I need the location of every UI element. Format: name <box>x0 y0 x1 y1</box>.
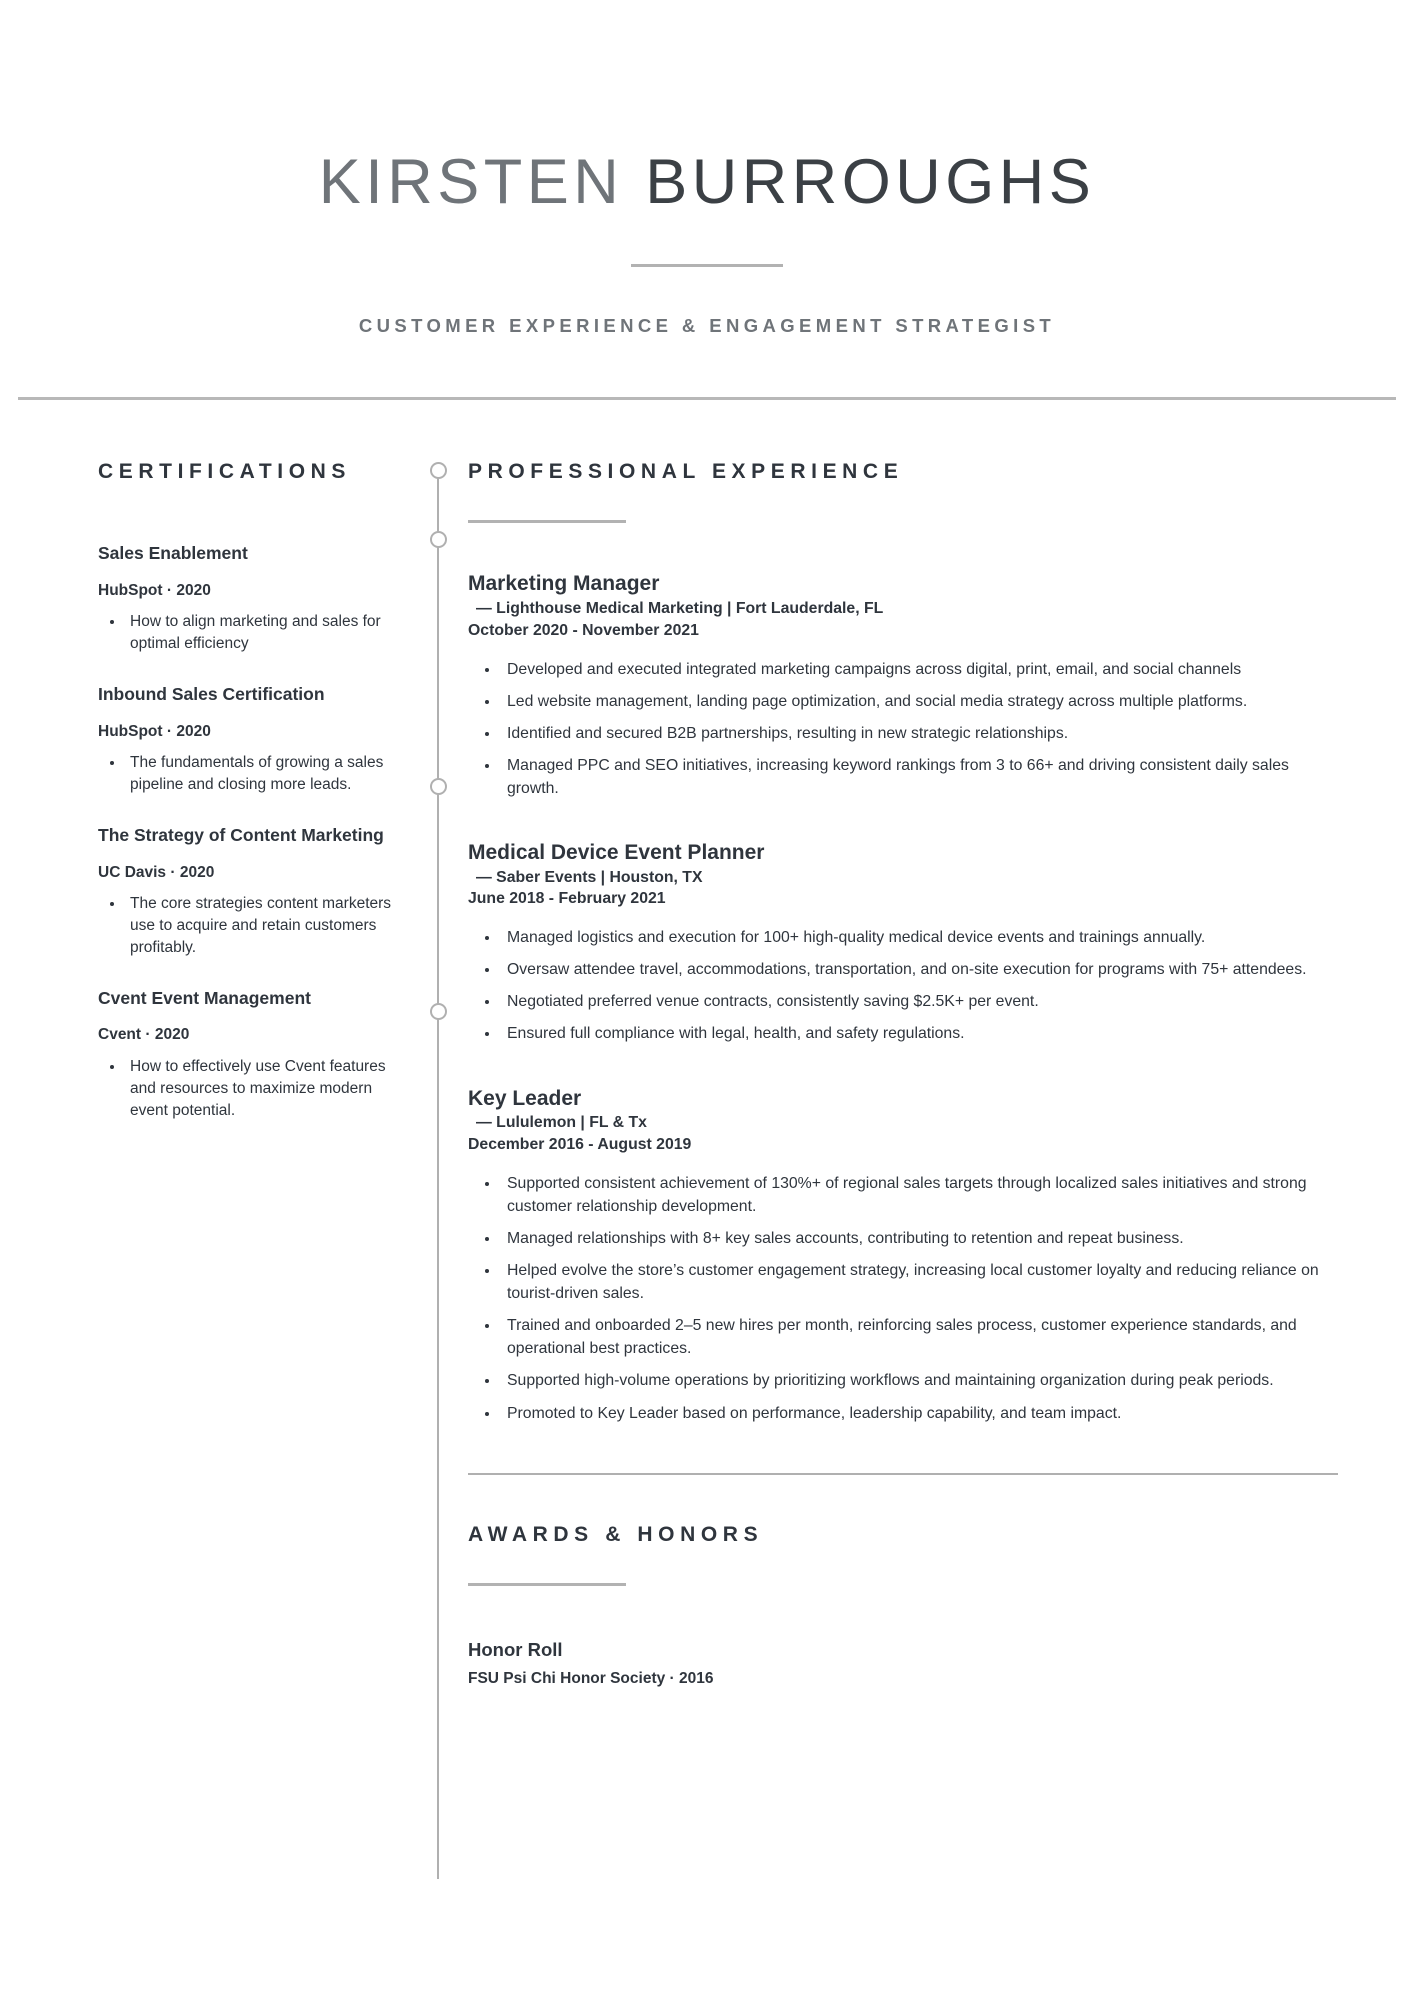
certification-name: Cvent Event Management <box>98 987 311 1008</box>
job-bullet: • Supported consistent achievement of 130%+ of regional sales targets through localized sales initiatives and strong customer relationship development. <box>500 1172 1338 1218</box>
timeline-dot-section <box>430 462 447 479</box>
timeline-dot-job-3 <box>430 1003 447 1020</box>
award-entry <box>468 1638 1338 1689</box>
job-bullet: • Managed logistics and execution for 100+ high-quality medical device events and trainings annually. <box>500 926 1338 949</box>
certifications-column <box>0 400 420 1150</box>
certification-item <box>98 987 410 1122</box>
candidate-headline: CUSTOMER EXPERIENCE & ENGAGEMENT STRATEGIST <box>358 315 1056 337</box>
certification-bullet: • The core strategies content marketers use to acquire and retain customers profitably. <box>125 893 410 959</box>
awards-section-divider <box>468 1583 626 1586</box>
timeline-dot-job-2 <box>430 778 447 795</box>
timeline-line <box>437 472 439 1879</box>
last-name: BURROUGHS <box>645 147 1096 217</box>
job-dates: October 2020 - November 2021 <box>468 621 699 639</box>
job-dates: December 2016 - August 2019 <box>468 1136 692 1154</box>
job-company: — Lululemon | FL & Tx <box>476 1114 647 1132</box>
job-bullets <box>468 1172 1338 1425</box>
resume-header <box>0 0 1414 337</box>
certification-bullets <box>98 1056 410 1122</box>
resume-body <box>0 400 1414 1879</box>
job-bullet: • Led website management, landing page optimization, and social media strategy across multiple platforms. <box>500 690 1338 713</box>
certification-meta: HubSpot · 2020 <box>98 581 211 599</box>
certification-name: Inbound Sales Certification <box>98 683 325 704</box>
timeline-dot-job-1 <box>430 531 447 548</box>
job-bullet: • Promoted to Key Leader based on performance, leadership capability, and team impact. <box>500 1402 1338 1425</box>
job-bullet: • Managed relationships with 8+ key sales accounts, contributing to retention and repeat business. <box>500 1227 1338 1250</box>
job-entry <box>468 1086 1338 1425</box>
first-name: KIRSTEN <box>318 147 624 217</box>
certification-bullets <box>98 752 410 796</box>
job-entry <box>468 840 1338 1046</box>
award-meta: FSU Psi Chi Honor Society · 2016 <box>468 1669 714 1687</box>
job-title: Key Leader <box>468 1086 582 1110</box>
certification-bullets <box>98 893 410 959</box>
job-bullet: • Helped evolve the store’s customer engagement strategy, increasing local customer loyalty and reducing reliance on tourist-driven sales. <box>500 1259 1338 1305</box>
certification-item <box>98 542 410 655</box>
job-title: Marketing Manager <box>468 572 660 596</box>
job-entry <box>468 571 1338 800</box>
name-divider <box>631 264 783 267</box>
job-company: — Lighthouse Medical Marketing | Fort Lauderdale, FL <box>476 599 884 617</box>
job-bullet: • Developed and executed integrated marketing campaigns across digital, print, email, and social channels <box>500 658 1338 681</box>
job-bullet: • Supported high-volume operations by prioritizing workflows and maintaining organization during peak periods. <box>500 1369 1338 1392</box>
page-bottom-spacer <box>468 1689 1338 1879</box>
certification-meta: UC Davis · 2020 <box>98 863 215 881</box>
awards-section <box>468 1523 1338 1689</box>
certifications-section-title: CERTIFICATIONS <box>98 460 352 484</box>
job-bullet: • Trained and onboarded 2–5 new hires per month, reinforcing sales process, customer experience standards, and operational best practices. <box>500 1314 1338 1360</box>
certifications-list <box>98 542 410 1122</box>
certification-bullet: • How to align marketing and sales for optimal efficiency <box>125 611 410 655</box>
certification-name: Sales Enablement <box>98 543 248 564</box>
job-title: Medical Device Event Planner <box>468 840 765 864</box>
certification-bullet: • How to effectively use Cvent features and resources to maximize modern event potential. <box>125 1056 410 1122</box>
job-bullet: • Identified and secured B2B partnerships, resulting in new strategic relationships. <box>500 722 1338 745</box>
certification-bullets <box>98 611 410 655</box>
certification-item <box>98 683 410 796</box>
experience-section-title: PROFESSIONAL EXPERIENCE <box>468 460 904 484</box>
experience-column <box>456 400 1414 1879</box>
certification-meta: HubSpot · 2020 <box>98 722 211 740</box>
awards-section-title: AWARDS & HONORS <box>468 1522 764 1546</box>
job-bullet: • Negotiated preferred venue contracts, consistently saving $2.5K+ per event. <box>500 990 1338 1013</box>
job-company: — Saber Events | Houston, TX <box>476 868 703 886</box>
jobs-list <box>468 571 1338 1425</box>
certification-name: The Strategy of Content Marketing <box>98 824 384 845</box>
job-dates: June 2018 - February 2021 <box>468 890 666 908</box>
job-bullet: • Managed PPC and SEO initiatives, increasing keyword rankings from 3 to 66+ and driving consistent daily sales growth. <box>500 754 1338 800</box>
candidate-name <box>0 148 1414 216</box>
job-bullets <box>468 926 1338 1045</box>
awards-top-divider <box>468 1473 1338 1475</box>
job-bullet: • Ensured full compliance with legal, health, and safety regulations. <box>500 1022 1338 1045</box>
job-bullet: • Oversaw attendee travel, accommodations, transportation, and on-site execution for programs with 75+ attendees. <box>500 958 1338 981</box>
award-name: Honor Roll <box>468 1638 563 1660</box>
experience-section-divider <box>468 520 626 523</box>
certification-meta: Cvent · 2020 <box>98 1026 190 1044</box>
certification-bullet: • The fundamentals of growing a sales pipeline and closing more leads. <box>125 752 410 796</box>
certification-item <box>98 824 410 959</box>
experience-timeline <box>420 400 456 1879</box>
job-bullets <box>468 658 1338 800</box>
